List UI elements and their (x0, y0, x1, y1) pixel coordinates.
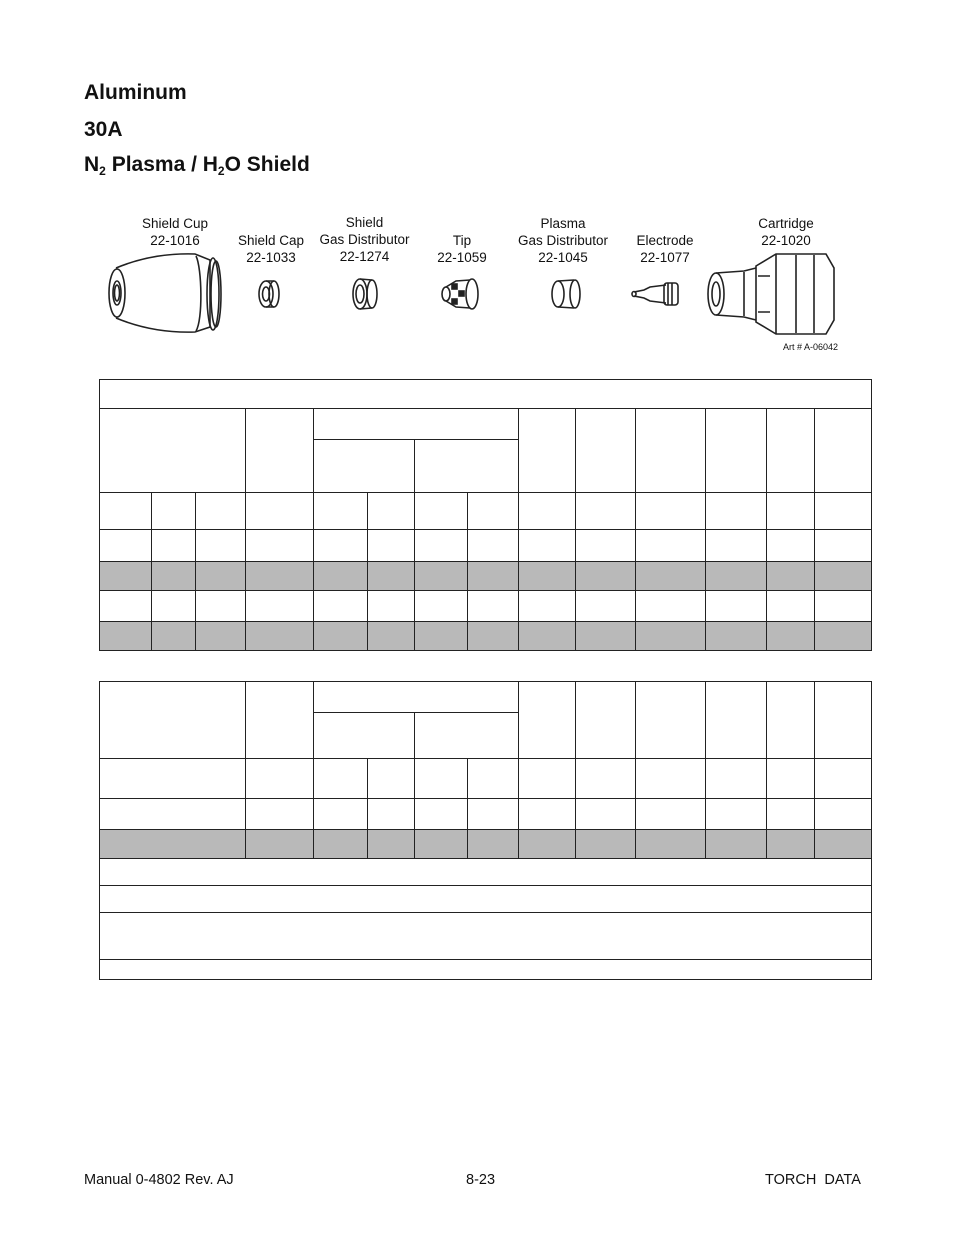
table-cell (100, 859, 872, 886)
table-cell (576, 682, 636, 759)
part-number: 22-1020 (761, 233, 811, 248)
table-cell (415, 713, 519, 759)
cut-chart-table-upper (99, 379, 872, 651)
table-cell (314, 440, 415, 493)
table-cell (767, 493, 815, 529)
cut-chart-table-lower (99, 681, 872, 980)
table-cell (368, 561, 415, 590)
table-cell (636, 682, 706, 759)
part-name: Shield Cap (237, 233, 305, 248)
table-units-row (100, 493, 872, 529)
part-number: 22-1274 (339, 249, 390, 264)
table-cell (706, 621, 767, 650)
footer-page-number: 8-23 (466, 1172, 496, 1188)
table-cell (100, 682, 246, 759)
table-note-row (100, 859, 872, 886)
table-cell (767, 759, 815, 799)
part-name-line1: Plasma (540, 216, 586, 231)
table-cell (246, 621, 314, 650)
part-number: 22-1045 (538, 250, 588, 265)
table-cell (815, 682, 872, 759)
table-row (100, 799, 872, 830)
table-cell (246, 830, 314, 859)
table-cell (706, 590, 767, 621)
table-cell (314, 621, 368, 650)
table-cell (576, 409, 636, 493)
table-cell (636, 830, 706, 859)
table-cell (415, 561, 468, 590)
parts-illustration (0, 0, 954, 360)
table-header-row (100, 682, 872, 713)
table-cell (767, 621, 815, 650)
part-number: 22-1059 (437, 250, 487, 265)
table-cell (368, 529, 415, 561)
part-name-line2: Gas Distributor (517, 233, 609, 248)
table-row-shaded (100, 561, 872, 590)
part-number: 22-1016 (150, 233, 200, 248)
table-cell (100, 799, 246, 830)
table-cell (767, 830, 815, 859)
table-cell (368, 590, 415, 621)
table-cell (706, 799, 767, 830)
table-cell (636, 529, 706, 561)
table-cell (314, 830, 368, 859)
table-row (100, 529, 872, 561)
part-name: Electrode (636, 233, 694, 248)
part-name: Tip (452, 233, 472, 248)
table-row-shaded (100, 830, 872, 859)
table-cell (246, 759, 314, 799)
table-cell (576, 759, 636, 799)
table-note-row (100, 913, 872, 960)
table-cell (767, 409, 815, 493)
footer-manual: Manual 0-4802 Rev. AJ (84, 1172, 234, 1188)
table-cell (196, 590, 246, 621)
table-cell (246, 799, 314, 830)
part-name: Shield Cup (141, 216, 209, 231)
part-name: Cartridge (758, 216, 814, 231)
table-cell (815, 561, 872, 590)
table-note-row (100, 886, 872, 913)
table-row (100, 590, 872, 621)
table-cell (415, 759, 468, 799)
table-cell (314, 409, 519, 440)
table-cell (246, 529, 314, 561)
table-cell (767, 799, 815, 830)
table-cell (368, 493, 415, 529)
table-note-row (100, 960, 872, 980)
table-cell (152, 529, 196, 561)
table-cell (100, 561, 152, 590)
table-cell (468, 590, 519, 621)
table-cell (815, 759, 872, 799)
table-cell (246, 493, 314, 529)
art-number: Art # A-06042 (782, 342, 838, 352)
table-cell (368, 830, 415, 859)
table-cell (415, 621, 468, 650)
part-number: 22-1033 (246, 250, 296, 265)
table-cell (100, 380, 872, 409)
table-cell (314, 590, 368, 621)
table-cell (636, 493, 706, 529)
table-cell (519, 682, 576, 759)
gas-heading-sub1: 2 (99, 164, 106, 178)
table-cell (246, 409, 314, 493)
table-cell (576, 529, 636, 561)
table-cell (196, 529, 246, 561)
table-cell (415, 590, 468, 621)
table-cell (767, 561, 815, 590)
table-cell (415, 493, 468, 529)
table-cell (100, 493, 152, 529)
table-cell (196, 621, 246, 650)
table-cell (706, 830, 767, 859)
table-cell (415, 799, 468, 830)
table-cell (314, 759, 368, 799)
table-cell (368, 621, 415, 650)
table-cell (815, 830, 872, 859)
table-cell (636, 561, 706, 590)
table-cell (636, 409, 706, 493)
table-cell (314, 713, 415, 759)
footer-section: TORCH DATA (765, 1172, 861, 1188)
table-cell (468, 830, 519, 859)
table-cell (706, 493, 767, 529)
electrode-drawing (632, 283, 678, 305)
table-title-row (100, 380, 872, 409)
table-cell (100, 886, 872, 913)
table-cell (152, 561, 196, 590)
table-cell (314, 682, 519, 713)
table-cell (314, 799, 368, 830)
table-row-shaded (100, 621, 872, 650)
table-cell (152, 493, 196, 529)
gas-heading-sub2: 2 (217, 164, 225, 178)
gas-heading-n: N (84, 153, 100, 176)
table-cell (468, 493, 519, 529)
table-cell (767, 529, 815, 561)
shield-cap-drawing (259, 281, 279, 307)
table-cell (468, 759, 519, 799)
table-cell (706, 682, 767, 759)
table-cell (576, 590, 636, 621)
tip-drawing (442, 279, 478, 309)
table-cell (468, 621, 519, 650)
table-cell (100, 409, 246, 493)
table-cell (468, 561, 519, 590)
table-cell (519, 799, 576, 830)
table-cell (576, 621, 636, 650)
table-cell (100, 830, 246, 859)
material-heading: Aluminum (84, 81, 187, 104)
table-cell (100, 621, 152, 650)
amperage-heading: 30A (84, 118, 123, 141)
table-cell (246, 682, 314, 759)
table-cell (196, 493, 246, 529)
cartridge-drawing (708, 254, 834, 334)
table-cell (468, 799, 519, 830)
table-cell (815, 621, 872, 650)
gas-heading-post: O Shield (224, 153, 310, 176)
table-cell (100, 590, 152, 621)
table-header-row (100, 409, 872, 440)
table-cell (519, 493, 576, 529)
table-cell (636, 590, 706, 621)
table-cell (314, 529, 368, 561)
table-cell (368, 799, 415, 830)
table-cell (519, 529, 576, 561)
plasma-gas-distributor-drawing (552, 280, 580, 308)
table-cell (636, 799, 706, 830)
table-cell (468, 529, 519, 561)
table-cell (519, 590, 576, 621)
table-cell (100, 913, 872, 960)
table-cell (519, 759, 576, 799)
table-cell (519, 409, 576, 493)
table-cell (100, 759, 246, 799)
table-cell (152, 590, 196, 621)
table-cell (576, 799, 636, 830)
table-cell (815, 799, 872, 830)
table-cell (314, 493, 368, 529)
table-cell (815, 493, 872, 529)
table-cell (636, 759, 706, 799)
table-cell (815, 590, 872, 621)
shield-cup-drawing (109, 254, 221, 332)
table-cell (246, 590, 314, 621)
shield-gas-distributor-drawing (353, 279, 377, 309)
table-cell (368, 759, 415, 799)
table-cell (314, 561, 368, 590)
table-cell (767, 682, 815, 759)
table-cell (706, 529, 767, 561)
part-number: 22-1077 (640, 250, 690, 265)
part-name-line2: Gas Distributor (319, 232, 410, 247)
table-cell (519, 621, 576, 650)
table-cell (576, 830, 636, 859)
table-cell (246, 561, 314, 590)
table-cell (576, 561, 636, 590)
table-cell (100, 960, 872, 980)
part-name-line1: Shield (345, 215, 384, 230)
table-cell (576, 493, 636, 529)
table-cell (415, 529, 468, 561)
table-cell (706, 409, 767, 493)
table-cell (519, 561, 576, 590)
table-cell (519, 830, 576, 859)
table-cell (415, 830, 468, 859)
table-cell (706, 561, 767, 590)
table-cell (815, 529, 872, 561)
table-cell (636, 621, 706, 650)
table-cell (415, 440, 519, 493)
table-cell (815, 409, 872, 493)
table-units-row (100, 759, 872, 799)
table-cell (767, 590, 815, 621)
gas-heading-mid: Plasma / H (105, 153, 218, 176)
table-cell (706, 759, 767, 799)
table-cell (100, 529, 152, 561)
table-cell (196, 561, 246, 590)
table-cell (152, 621, 196, 650)
